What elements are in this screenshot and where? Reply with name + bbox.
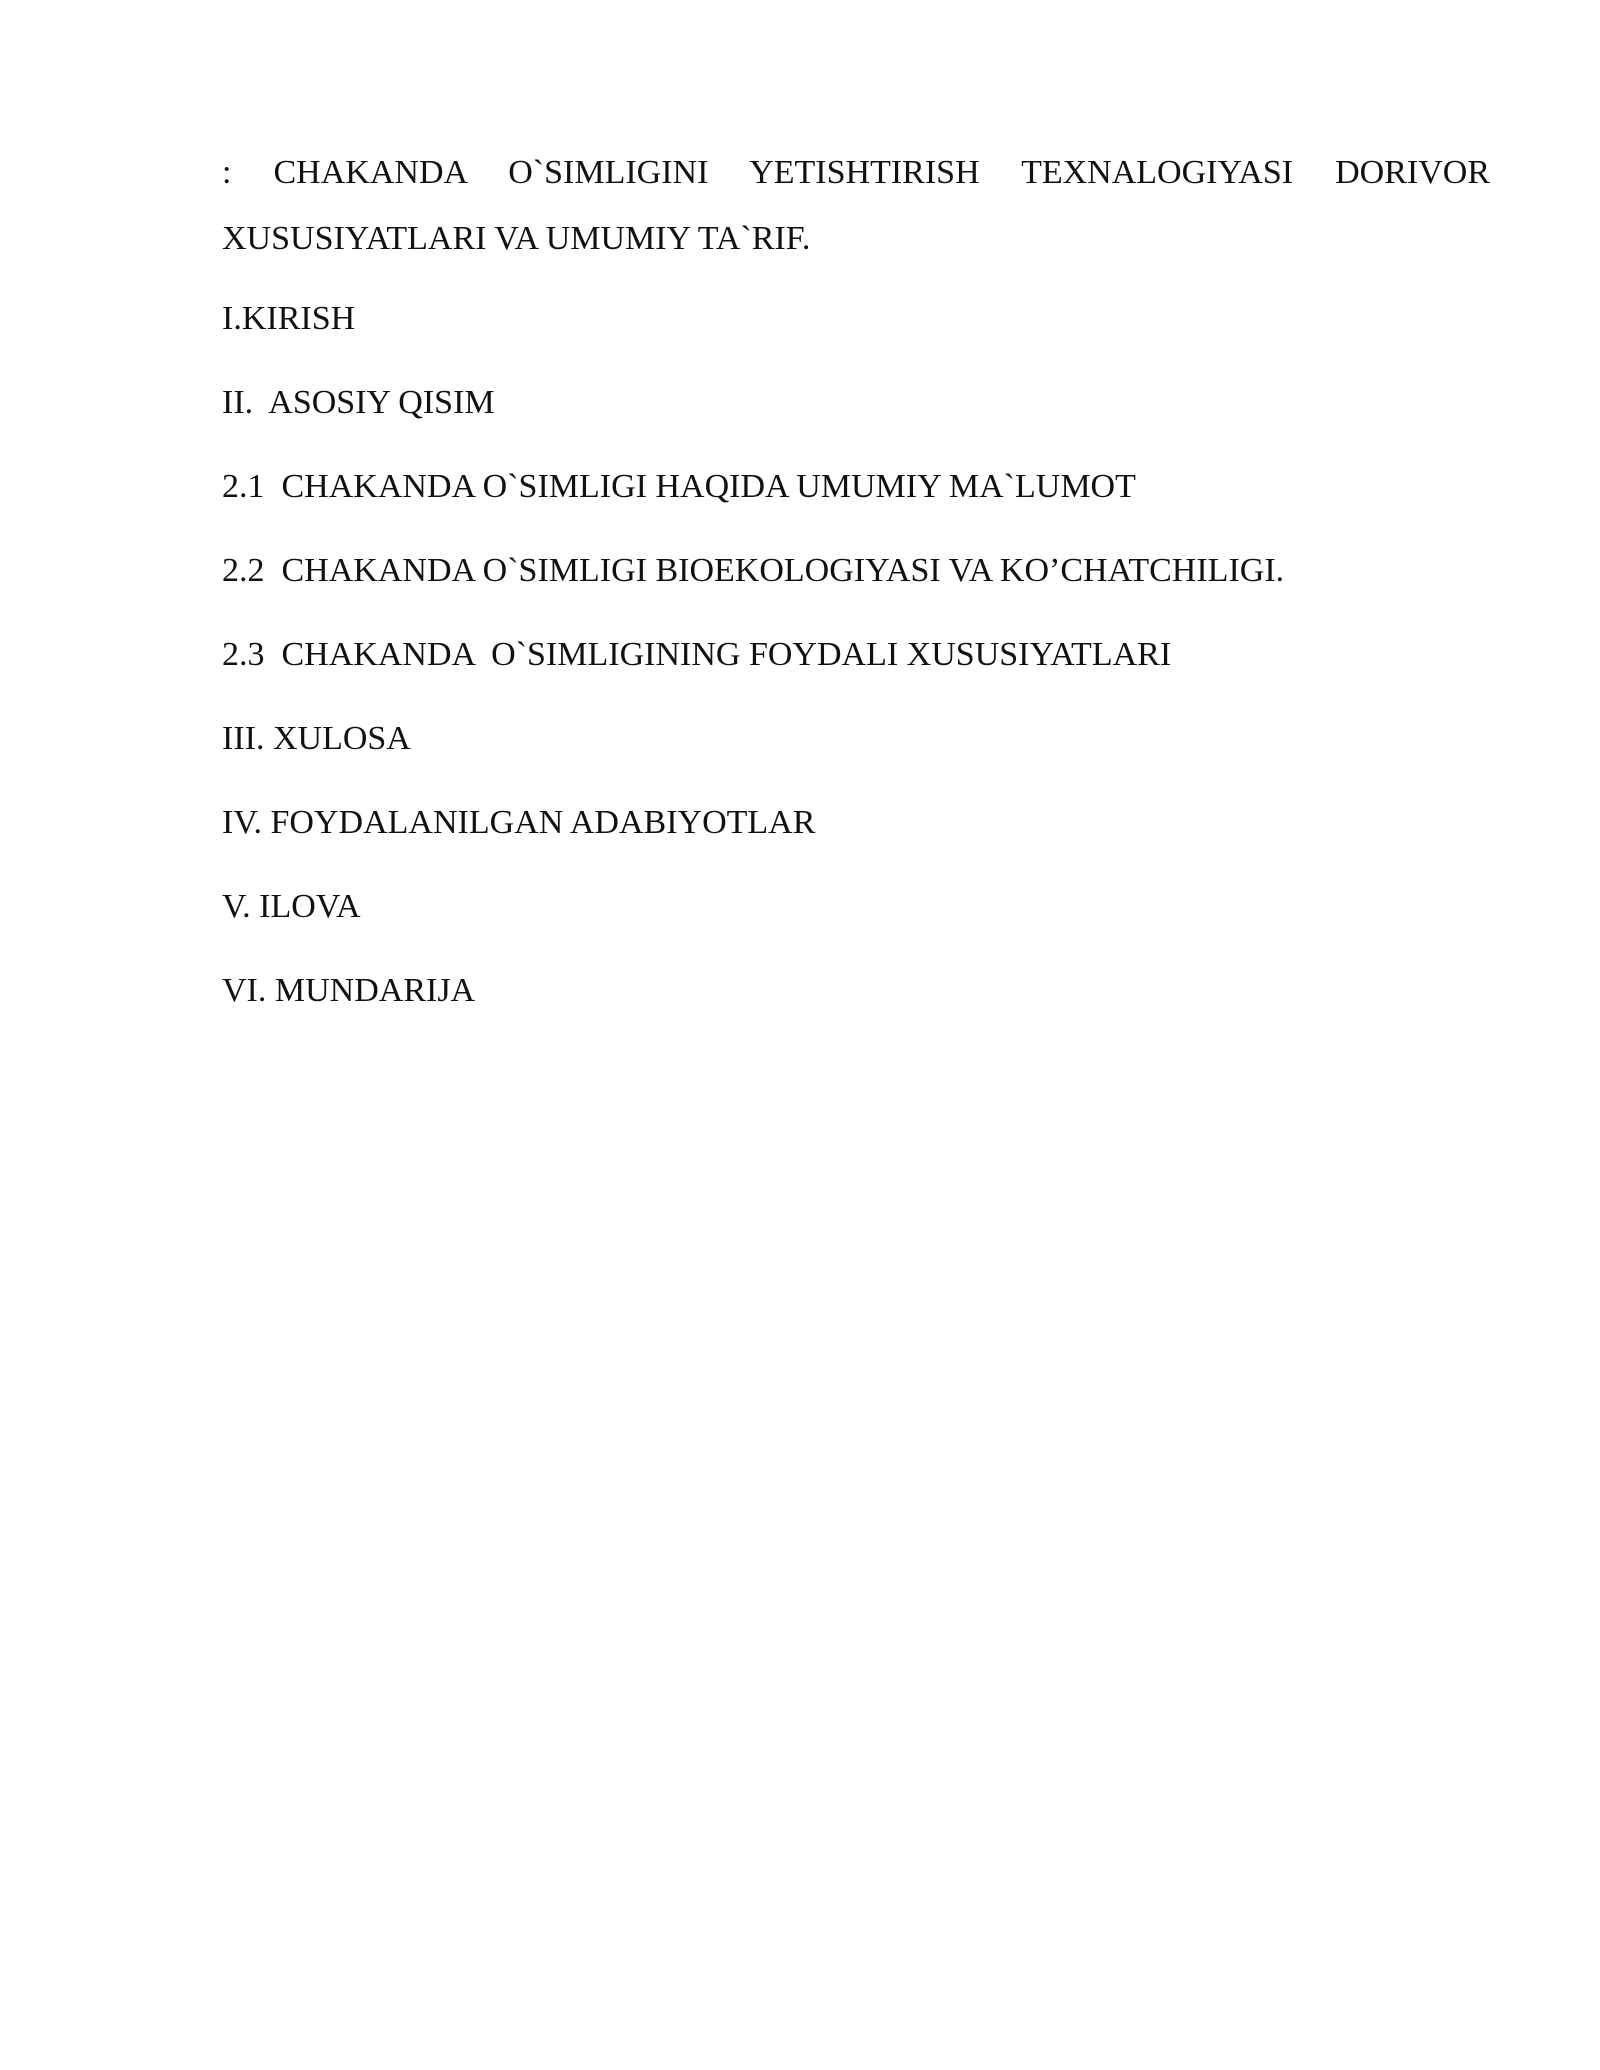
document-title: : CHAKANDA O`SIMLIGINI YETISHTIRISH TEXNALOGIYASI DORIVOR XUSUSIYATLARI VA UMUMIY TA`RIF.: [222, 154, 1490, 257]
toc-item-kirish: I.KIRISH: [222, 300, 356, 337]
toc-item-ilova: V. ILOVA: [222, 888, 361, 925]
toc-item-mundarija: VI. MUNDARIJA: [222, 972, 476, 1009]
document-body: [222, 140, 1490, 1042]
toc-item-2-1: 2.1 CHAKANDA O`SIMLIGI HAQIDA UMUMIY MA`LUMOT: [222, 468, 1136, 505]
toc-item-2-2: 2.2 CHAKANDA O`SIMLIGI BIOEKOLOGIYASI VA KO’CHATCHILIGI.: [222, 552, 1285, 589]
toc-item-2-3: 2.3 CHAKANDA O`SIMLIGINING FOYDALI XUSUSIYATLARI: [222, 636, 1172, 673]
toc-item-xulosa: III. XULOSA: [222, 720, 411, 757]
table-of-contents: [222, 286, 1490, 1042]
toc-item-asosiy-qisim: II. ASOSIY QISIM: [222, 384, 495, 421]
toc-item-adabiyotlar: IV. FOYDALANILGAN ADABIYOTLAR: [222, 804, 816, 841]
